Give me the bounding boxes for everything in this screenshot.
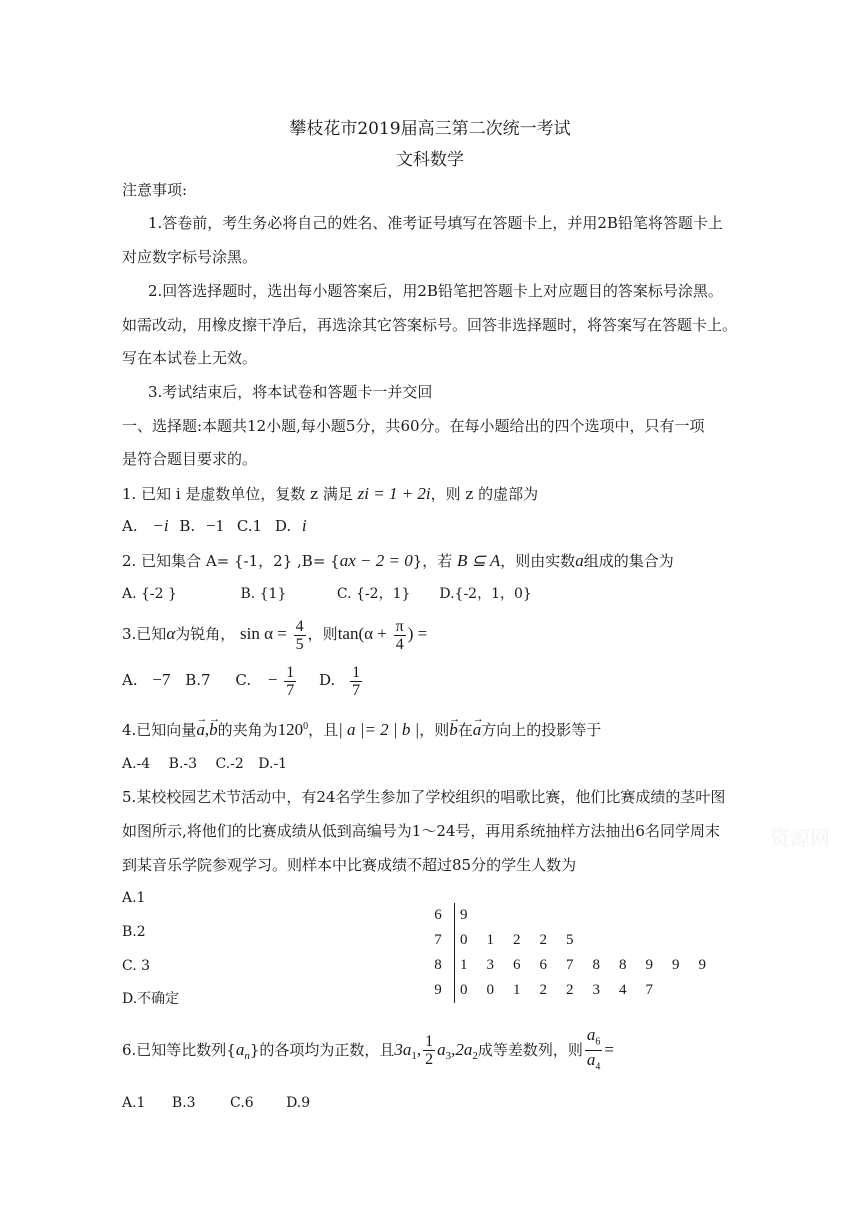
- stem-value: 9: [434, 982, 442, 998]
- notice-item-2: 2.回答选择题时，选出每小题答案后，用2B铅笔把答题卡上对应题目的答案标号涂黑。: [148, 282, 723, 300]
- q4-text-mid2: ，且: [308, 721, 339, 739]
- q3-sin-expr: sin α =: [240, 624, 287, 643]
- leaf-digit: 8: [592, 957, 600, 973]
- q5-option-c: C. 3: [122, 958, 151, 974]
- q1-option-a-value: −i: [152, 516, 169, 535]
- q6-option-c: C.6: [230, 1095, 254, 1111]
- q6-term3-sub: 2: [472, 1049, 478, 1062]
- q6-option-b: B.3: [171, 1095, 196, 1111]
- q4-vector-a-2: → a: [473, 719, 482, 741]
- q5-option-d: D.不确定: [122, 991, 180, 1007]
- q3-option-a-value: −7: [152, 670, 171, 689]
- q1-option-b-label: B.: [179, 517, 196, 535]
- q6-half-num: 1: [425, 1033, 434, 1051]
- q6-ratio-num-sub: 6: [595, 1036, 601, 1048]
- leaf-digit: 2: [566, 982, 574, 998]
- q6-seq-a: a: [235, 1039, 245, 1059]
- leaf-digit: 8: [619, 957, 627, 973]
- q3-sin-num: 4: [295, 617, 304, 635]
- q3-option-c-sign: −: [267, 670, 278, 689]
- q6-equals: =: [604, 1039, 615, 1059]
- q6-ratio-num: [585, 1026, 603, 1051]
- leaf-digit: 3: [486, 957, 494, 973]
- q3-option-c-den: 7: [286, 681, 295, 699]
- q1-option-d-label: D.: [274, 517, 292, 535]
- q4-option-c: C.-2: [215, 756, 244, 772]
- q1-option-a-label: A.: [122, 517, 138, 535]
- q3-option-d-den: 7: [352, 681, 361, 699]
- leaf-digit: 2: [539, 982, 547, 998]
- leaf-values: [460, 953, 725, 977]
- q6-term2-sub: 3: [445, 1049, 452, 1062]
- leaf-values: [460, 903, 487, 927]
- q1-text-post: ，则 z 的虚部为: [430, 485, 539, 503]
- leaf-digit: 0: [486, 982, 494, 998]
- q6-text-mid2: 成等差数列，则: [477, 1040, 583, 1059]
- q2-text-post2: 组成的集合为: [583, 552, 674, 570]
- q3-option-b: B.7: [185, 671, 211, 689]
- q3-alpha: α: [166, 624, 176, 643]
- leaf-digit: 1: [486, 932, 494, 948]
- q4-angle: 120: [277, 720, 304, 739]
- question-1: [122, 484, 538, 504]
- leaf-digit: 4: [619, 982, 627, 998]
- notice-item-3: 3.考试结束后，将本试卷和答题卡一并交回: [148, 383, 433, 401]
- leaf-digit: 7: [566, 957, 574, 973]
- question-5: 5.某校校园艺术节活动中，有24名学生参加了学校组织的唱歌比赛，他们比赛成绩的茎叶图: [122, 788, 726, 806]
- q6-seq-sub: n: [244, 1049, 250, 1062]
- q1-option-b-value: −1: [205, 516, 225, 535]
- leaf-digit: 2: [539, 932, 547, 948]
- section-heading-cont: 是符合题目要求的。: [122, 450, 258, 468]
- q3-option-d-label: D.: [319, 671, 336, 689]
- q4-options: [122, 754, 287, 774]
- q6-text-pre: 6.已知等比数列{: [122, 1040, 236, 1059]
- leaf-digit: 3: [592, 982, 600, 998]
- question-3: [122, 612, 427, 656]
- leaf-digit: 9: [672, 957, 680, 973]
- leaf-digit: 9: [698, 957, 706, 973]
- q2-equation: ax − 2 = 0: [339, 551, 413, 570]
- stem-value: 7: [434, 932, 442, 948]
- leaf-values: [460, 928, 593, 952]
- q4-vector-a: → a: [196, 719, 205, 741]
- leaf-digit: 1: [460, 957, 468, 973]
- q6-half-fraction: [423, 1033, 435, 1068]
- leaf-digit: 9: [645, 957, 653, 973]
- q5-option-a: A.1: [122, 890, 146, 906]
- leaf-digit: 7: [645, 982, 653, 998]
- q2-option-d: D.{-2，1，0}: [439, 586, 532, 602]
- q3-tan-expr: tan(α +: [337, 624, 387, 643]
- q1-option-d-value: i: [301, 516, 307, 535]
- q4-text-mid1: 的夹角为: [217, 721, 278, 739]
- q6-ratio-fraction: [585, 1026, 603, 1076]
- q6-term3: ,2a: [451, 1039, 473, 1059]
- q3-sin-den: 5: [295, 635, 304, 653]
- question-4: [122, 716, 601, 741]
- q4-vector-b-2: → b: [449, 719, 458, 741]
- q6-term1: 3a: [394, 1039, 412, 1059]
- q3-tan-fraction: [394, 618, 406, 653]
- q4-comma: ,: [204, 720, 210, 739]
- q3-option-a-label: A.: [122, 671, 138, 689]
- q1-options: [122, 516, 307, 536]
- q2-text-post1: ，则由实数: [500, 552, 576, 570]
- leaf-digit: 6: [539, 957, 547, 973]
- q4-vector-b: → b: [209, 719, 218, 741]
- q3-text-pre: 3.已知: [122, 625, 167, 643]
- q3-text-mid1: 为锐角，: [175, 625, 236, 643]
- leaf-digit: 5: [566, 932, 574, 948]
- q3-option-d-fraction: [350, 664, 362, 699]
- leaf-digit: 0: [460, 982, 468, 998]
- q4-text-mid3: ，则: [419, 721, 450, 739]
- section-heading: 一、选择题:本题共12小题,每小题5分，共60分。在每小题给出的四个选项中，只有一项: [122, 417, 705, 435]
- q6-term2: a: [437, 1039, 446, 1059]
- q4-option-b: B.-3: [168, 756, 198, 772]
- leaf-digit: 0: [460, 932, 468, 948]
- q2-option-b: B. {1}: [240, 586, 287, 602]
- q4-text-mid4: 在: [457, 721, 473, 739]
- leaf-digit: 9: [460, 907, 468, 923]
- q3-option-c-label: C.: [235, 671, 252, 689]
- stem-and-leaf-plot: [428, 903, 728, 1003]
- leaf-digit: 6: [513, 957, 521, 973]
- q6-option-a: A.1: [122, 1095, 146, 1111]
- q2-options: [122, 584, 532, 604]
- q6-ratio-num-var: a: [586, 1025, 596, 1044]
- q6-half-den: 2: [425, 1051, 434, 1069]
- q4-option-d: D.-1: [258, 756, 288, 772]
- watermark: 资源网: [770, 826, 830, 850]
- q1-text-pre: 1. 已知 i 是虚数单位，复数 z 满足: [122, 485, 353, 503]
- q1-equation: zi = 1 + 2i: [357, 484, 431, 503]
- q2-subset-relation: B ⊆ A: [457, 551, 501, 570]
- q6-option-d: D.9: [286, 1095, 311, 1111]
- notice-item-1: 1.答卷前，考生务必将自己的姓名、准考证号填写在答题卡上，并用2B铅笔将答题卡上: [148, 214, 723, 232]
- stem-divider-line: [454, 903, 455, 1003]
- q1-option-c: C.1: [236, 517, 263, 535]
- question-5-cont2: 到某音乐学院参观学习。则样本中比赛成绩不超过85分的学生人数为: [122, 856, 577, 874]
- q6-ratio-den-sub: 4: [595, 1061, 601, 1073]
- q5-option-b: B.2: [122, 924, 146, 940]
- notice-item-2-cont2: 写在本试卷上无效。: [122, 349, 258, 367]
- q4-text-post: 方向上的投影等于: [481, 721, 602, 739]
- exam-title: 攀枝花市2019届高三第二次统一考试: [289, 119, 571, 139]
- exam-subtitle: 文科数学: [396, 150, 464, 170]
- question-5-cont: 如图所示,将他们的比赛成绩从低到高编号为1～24号，再用系统抽样方法抽出6名同学周末: [122, 822, 720, 840]
- leaf-digit: 2: [513, 932, 521, 948]
- q3-tan-num: π: [395, 617, 404, 635]
- q2-text-mid: }，若: [412, 552, 453, 570]
- leaf-values: [460, 978, 672, 1002]
- question-6: 6.已知等比数列$\{a_n\}$的各项均为正数，且$3a_1$, $\frac{1}{2}$ $a_3,2a_2$成等差数列，则 $\frac{a_6}{a_4}$ =: [122, 1026, 614, 1072]
- q3-text-mid2: ，则: [307, 625, 338, 643]
- q3-option-d-num: 1: [352, 663, 361, 681]
- q3-option-c-fraction: [284, 664, 296, 699]
- stem-value: 6: [434, 907, 442, 923]
- q6-ratio-den-var: a: [586, 1050, 596, 1070]
- stem-value: 8: [434, 957, 442, 973]
- q2-variable: a: [575, 551, 584, 570]
- q3-options: [122, 658, 364, 702]
- q6-term1-sub: 1: [411, 1049, 417, 1062]
- q3-tan-den: 4: [395, 635, 404, 653]
- q4-degree: 0: [303, 721, 309, 732]
- q3-option-c-num: 1: [286, 663, 295, 681]
- q6-options: [122, 1093, 310, 1113]
- leaf-digit: 1: [513, 982, 521, 998]
- notice-item-1-cont: 对应数字标号涂黑。: [122, 248, 258, 266]
- q3-sin-fraction: [294, 618, 306, 653]
- q6-ratio-den: [585, 1051, 603, 1075]
- q2-text-pre: 2. 已知集合 A= {-1，2} ,B= {: [122, 552, 340, 570]
- notice-item-2-cont: 如需改动，用橡皮擦干净后，再选涂其它答案标号。回答非选择题时，将答案写在答题卡上。: [122, 316, 738, 334]
- notice-heading: 注意事项:: [122, 181, 188, 199]
- question-2: [122, 551, 674, 571]
- q6-text-mid1: }的各项均为正数，且: [249, 1040, 395, 1059]
- q3-tan-end: ) =: [407, 624, 428, 643]
- q4-text-pre: 4.已知向量: [122, 721, 197, 739]
- q4-condition: | a |= 2 | b |: [338, 720, 420, 739]
- q2-option-c: C. {-2，1}: [336, 586, 411, 602]
- q4-option-a: A.-4: [122, 756, 151, 772]
- q2-option-a: A. {-2 }: [122, 586, 177, 602]
